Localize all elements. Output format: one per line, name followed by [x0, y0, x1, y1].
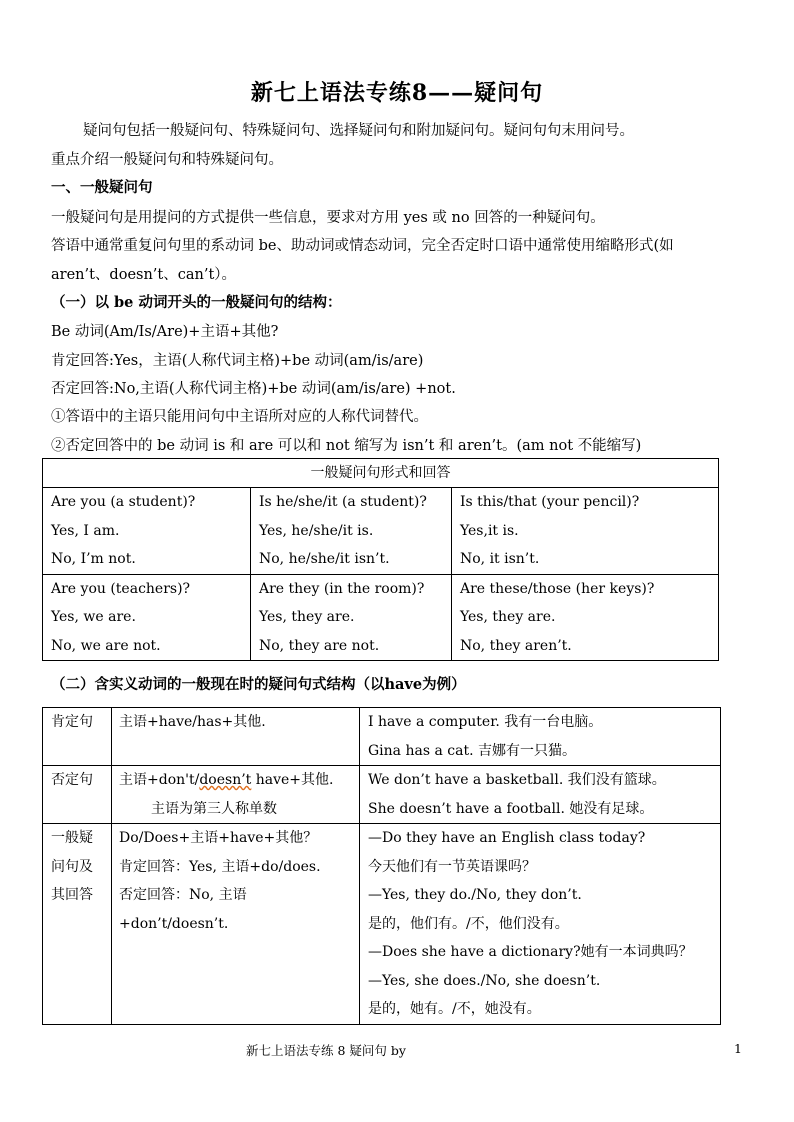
- example-text: 今天他们有一节英语课吗？: [368, 858, 536, 875]
- table-cell: [251, 574, 452, 661]
- structure-text: 否定回答：No, 主语: [119, 887, 247, 903]
- structure-text: [119, 766, 359, 795]
- spellcheck-underlined-word: doesn’t: [199, 772, 252, 788]
- table-row: [43, 488, 719, 575]
- row-label: 问句及: [51, 858, 93, 875]
- structure-text: 主语+have/has+其他.: [119, 714, 266, 730]
- question-text: Are they (in the room)?: [259, 580, 425, 597]
- structure-part: have+其他.: [251, 772, 334, 788]
- positive-answer: Yes, they are.: [259, 609, 355, 625]
- table-row: [43, 824, 721, 1025]
- example-cell: [360, 708, 721, 766]
- example-cell: [360, 824, 721, 1025]
- intro-line-2: 重点介绍一般疑问句和特殊疑问句。: [51, 152, 283, 168]
- row-label-cell: [43, 766, 112, 824]
- sub1-line-3: 否定回答:No,主语(人称代词主格)+be 动词(am/is/are) +not.: [51, 381, 456, 397]
- example-text: 是的，她有。/不，她没有。: [368, 1001, 541, 1017]
- table-cell: [43, 488, 251, 575]
- table-cell: [452, 488, 719, 575]
- structure-cell: [112, 766, 360, 824]
- be-question-table: [42, 458, 719, 661]
- example-text: Gina has a cat. 吉娜有一只猫。: [368, 742, 576, 759]
- negative-answer: No, it isn’t.: [460, 551, 540, 567]
- positive-answer: Yes, we are.: [51, 609, 136, 625]
- have-question-table: [42, 707, 721, 1025]
- section1-text-2: 答语中通常重复问句里的系动词 be、助动词或情态动词，完全否定时口语中通常使用缩略形式(如: [51, 238, 674, 254]
- section1-text-1: 一般疑问句是用提问的方式提供一些信息，要求对方用 yes 或 no 回答的一种疑问句。: [51, 210, 605, 226]
- section1-heading: 一、一般疑问句: [51, 179, 153, 196]
- sub1-line-2: 肯定回答:Yes，主语(人称代词主格)+be 动词(am/is/are): [51, 353, 424, 369]
- row-label: 肯定句: [51, 714, 93, 730]
- question-text: Is he/she/it (a student)?: [259, 494, 427, 510]
- example-text: She doesn’t have a football. 她没有足球。: [368, 800, 654, 817]
- question-text: Are you (teachers)?: [51, 580, 191, 597]
- page-number: 1: [734, 1041, 742, 1056]
- structure-text: 肯定回答：Yes, 主语+do/does.: [119, 858, 321, 875]
- example-text: —Do they have an English class today?: [368, 830, 646, 846]
- negative-answer: No, they aren’t.: [460, 637, 572, 654]
- row-label: 否定句: [51, 772, 93, 788]
- be-table-header: 一般疑问句形式和回答: [43, 459, 719, 488]
- positive-answer: Yes, they are.: [460, 609, 556, 625]
- section1-text-3: aren’t、doesn’t、can’t）。: [51, 267, 237, 283]
- structure-cell: [112, 824, 360, 1025]
- negative-answer: No, we are not.: [51, 637, 161, 654]
- positive-answer: Yes, he/she/it is.: [259, 522, 374, 539]
- positive-answer: Yes,it is.: [460, 522, 519, 539]
- question-text: Are you (a student)?: [51, 494, 196, 510]
- example-text: We don’t have a basketball. 我们没有篮球。: [368, 772, 666, 788]
- structure-text: +don’t/doesn’t.: [119, 915, 229, 932]
- negative-answer: No, I’m not.: [51, 551, 136, 567]
- row-label: 一般疑: [51, 830, 93, 846]
- row-label-cell: [43, 708, 112, 766]
- table-cell: [251, 488, 452, 575]
- row-label: 其回答: [51, 887, 93, 903]
- structure-part: 主语+don't/: [119, 772, 200, 788]
- positive-answer: Yes, I am.: [51, 522, 120, 539]
- sub2-heading: （二）含实义动词的一般现在时的疑问句式结构（以have为例）: [51, 676, 466, 693]
- page-title: 新七上语法专练8——疑问句: [250, 80, 544, 106]
- example-text: —Yes, she does./No, she doesn’t.: [368, 972, 601, 989]
- example-cell: [360, 766, 721, 824]
- table-row: [43, 574, 719, 661]
- row-label-cell: [43, 824, 112, 1025]
- sub1-line-1: Be 动词(Am/Is/Are)+主语+其他?: [51, 324, 279, 340]
- structure-cell: [112, 708, 360, 766]
- question-text: Are these/those (her keys)?: [460, 580, 655, 597]
- example-text: —Does she have a dictionary?她有一本词典吗？: [368, 944, 693, 960]
- table-row: [43, 766, 721, 824]
- table-cell: [43, 574, 251, 661]
- intro-line-1: 疑问句包括一般疑问句、特殊疑问句、选择疑问句和附加疑问句。疑问句句末用问号。: [83, 123, 634, 139]
- question-text: Is this/that (your pencil)?: [460, 494, 640, 510]
- negative-answer: No, they are not.: [259, 637, 380, 654]
- footer-text: 新七上语法专练 8 疑问句 by: [246, 1043, 406, 1058]
- sub1-line-5: ②否定回答中的 be 动词 is 和 are 可以和 not 缩写为 isn’t 和 aren’t。(am not 不能缩写): [51, 438, 642, 454]
- structure-note: 主语为第三人称单数: [151, 800, 277, 817]
- sub1-heading: （一）以 be 动词开头的一般疑问句的结构：: [51, 294, 342, 311]
- table-cell: [452, 574, 719, 661]
- sub1-line-4: ①答语中的主语只能用问句中主语所对应的人称代词替代。: [51, 409, 428, 425]
- example-text: —Yes, they do./No, they don’t.: [368, 887, 582, 903]
- negative-answer: No, he/she/it isn’t.: [259, 551, 390, 567]
- table-row: [43, 708, 721, 766]
- structure-text: Do/Does+主语+have+其他？: [119, 830, 318, 846]
- example-text: I have a computer. 我有一台电脑。: [368, 714, 603, 730]
- example-text: 是的，他们有。/不，他们没有。: [368, 915, 569, 932]
